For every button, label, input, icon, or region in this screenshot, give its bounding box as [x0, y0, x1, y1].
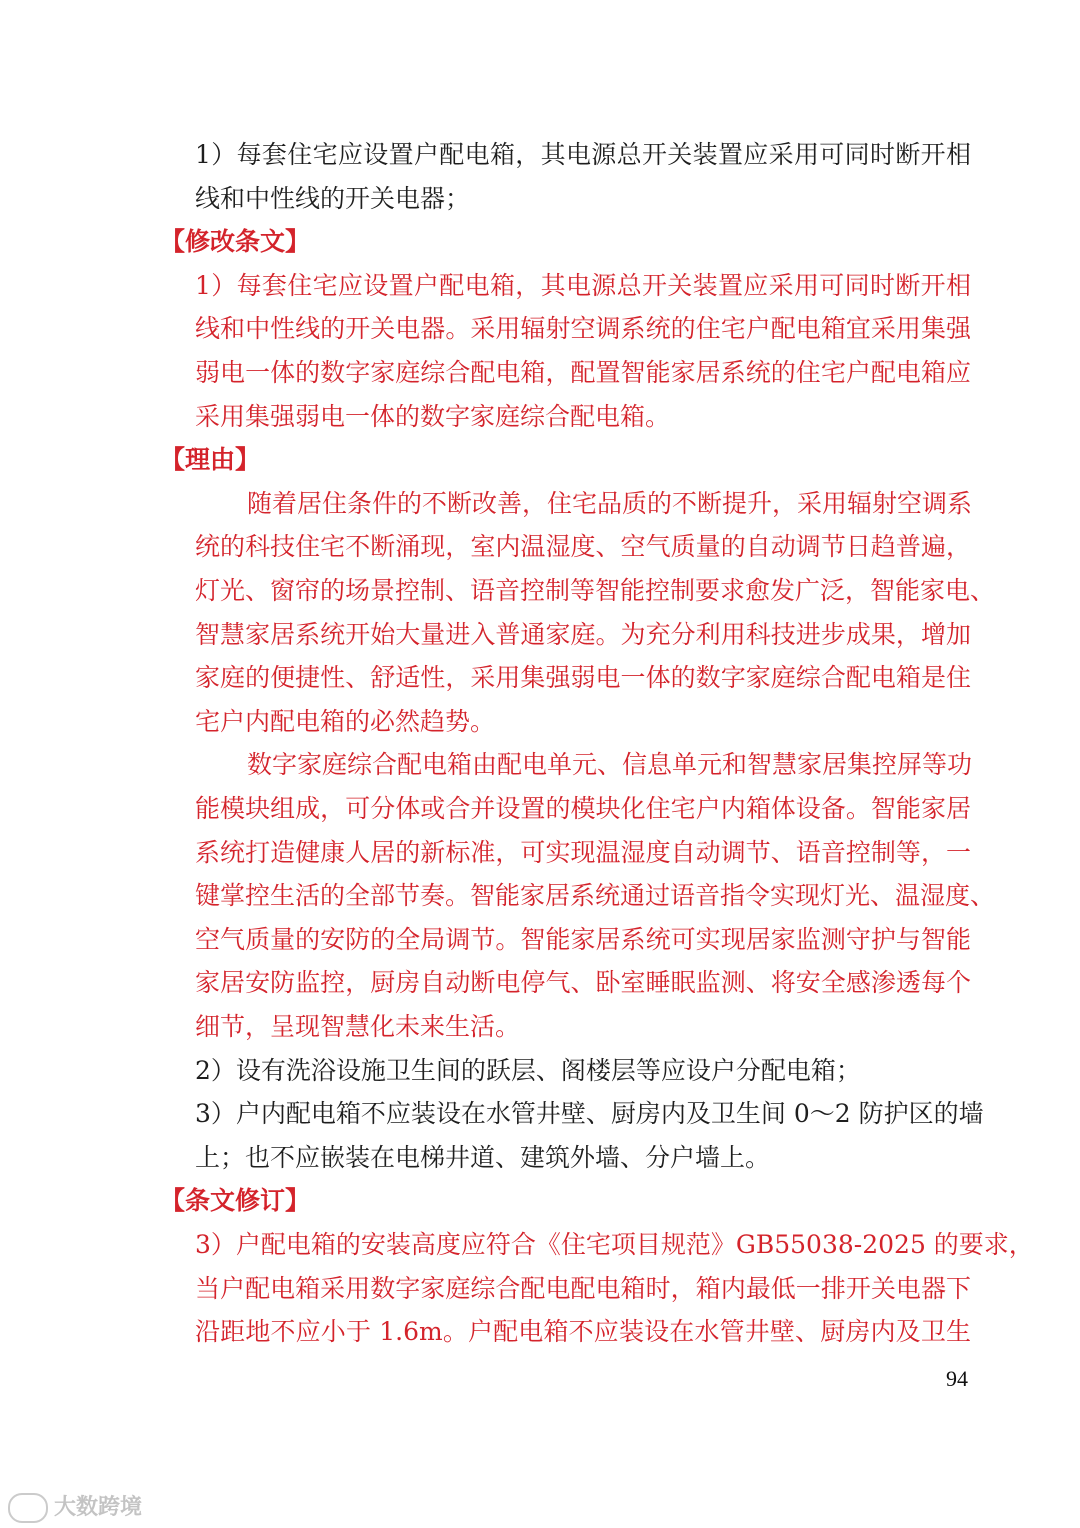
text-line: 宅户内配电箱的必然趋势。: [195, 706, 496, 736]
watermark-logo-icon: [8, 1493, 48, 1523]
text-line: 沿距地不应小于 1.6m。户配电箱不应装设在水管井壁、厨房内及卫生: [195, 1317, 971, 1347]
section-heading: 【修改条文】: [160, 227, 311, 257]
text-line: 家庭的便捷性、舒适性，采用集强弱电一体的数字家庭综合配电箱是住: [195, 663, 971, 693]
text-line: 弱电一体的数字家庭综合配电箱，配置智能家居系统的住宅户配电箱应: [195, 358, 971, 387]
text-line: 家居安防监控，厨房自动断电停气、卧室睡眠监测、将安全感渗透每个: [195, 968, 971, 998]
text-line: 系统打造健康人居的新标准，可实现温湿度自动调节、语音控制等，一: [195, 837, 971, 867]
text-line: 3）户配电箱的安装高度应符合《住宅项目规范》GB55038-2025 的要求，: [195, 1230, 1034, 1259]
text-line: 统的科技住宅不断涌现，室内温湿度、空气质量的自动调节日趋普遍，: [195, 532, 971, 562]
text-line: 1）每套住宅应设置户配电箱，其电源总开关装置应采用可同时断开相: [195, 140, 971, 169]
text-line: 细节，呈现智慧化未来生活。: [195, 1012, 521, 1041]
watermark: [8, 1490, 142, 1523]
text-line: 智慧家居系统开始大量进入普通家庭。为充分利用科技进步成果，增加: [195, 619, 971, 649]
text-line: 空气质量的安防的全局调节。智能家居系统可实现居家监测守护与智能: [195, 924, 971, 954]
text-line: 当户配电箱采用数字家庭综合配电配电箱时，箱内最低一排开关电器下: [195, 1273, 971, 1303]
text-line: 能模块组成，可分体或合并设置的模块化住宅户内箱体设备。智能家居: [195, 794, 971, 823]
text-line: 线和中性线的开关电器。采用辐射空调系统的住宅户配电箱宜采用集强: [195, 314, 971, 344]
section-heading: 【理由】: [160, 445, 261, 475]
section-heading: 【条文修订】: [160, 1186, 311, 1216]
text-line: 随着居住条件的不断改善，住宅品质的不断提升，采用辐射空调系: [247, 488, 973, 518]
text-line: 2）设有洗浴设施卫生间的跃层、阁楼层等应设户分配电箱；: [195, 1055, 861, 1085]
text-line: 数字家庭综合配电箱由配电单元、信息单元和智慧家居集控屏等功: [247, 750, 973, 780]
text-line: 3）户内配电箱不应装设在水管井壁、厨房内及卫生间 0～2 防护区的墙: [195, 1099, 984, 1129]
text-line: 线和中性线的开关电器；: [195, 183, 471, 213]
page-number: 94: [946, 1366, 968, 1391]
text-line: 灯光、窗帘的场景控制、语音控制等智能控制要求愈发广泛，智能家电、: [195, 576, 996, 605]
watermark-text: 大数跨境: [54, 1495, 143, 1520]
text-line: 采用集强弱电一体的数字家庭综合配电箱。: [195, 401, 671, 431]
text-line: 1）每套住宅应设置户配电箱，其电源总开关装置应采用可同时断开相: [195, 270, 971, 300]
text-line: 键掌控生活的全部节奏。智能家居系统通过语音指令实现灯光、温湿度、: [195, 881, 996, 911]
text-line: 上；也不应嵌装在电梯井道、建筑外墙、分户墙上。: [195, 1142, 771, 1172]
